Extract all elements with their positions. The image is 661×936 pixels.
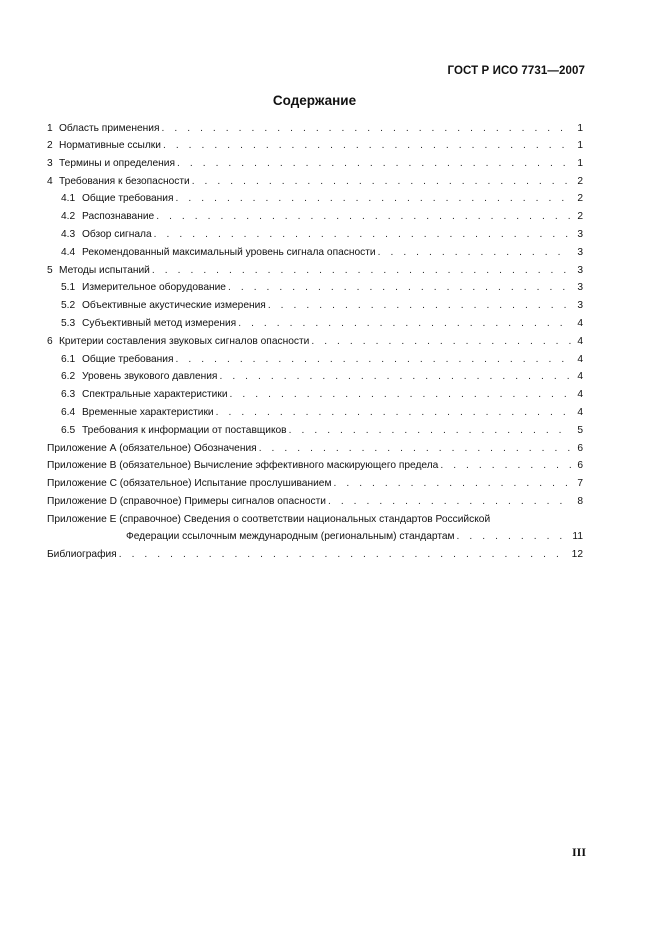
- toc-entry-page: 6: [577, 442, 583, 454]
- toc-entry[interactable]: [47, 226, 583, 244]
- toc-entry-page: 6: [577, 460, 583, 472]
- toc-entry-text: Требования к информации от поставщиков: [82, 424, 287, 436]
- toc-entry[interactable]: [47, 493, 583, 511]
- dot-leader: [163, 137, 571, 155]
- toc-entry[interactable]: [47, 173, 583, 191]
- toc-entry-text: Временные характеристики: [82, 406, 214, 418]
- toc-entry-text: Нормативные ссылки: [59, 140, 161, 151]
- dot-leader: [152, 262, 571, 280]
- dot-leader: [259, 440, 571, 458]
- toc-entry-page: 3: [577, 264, 583, 276]
- toc-entry[interactable]: [47, 475, 583, 493]
- toc-entry-number: 6.2: [61, 371, 76, 383]
- toc-entry-text: Субъективный метод измерения: [82, 317, 237, 329]
- toc-entry-text: Федерации ссылочным международным (региональным) стандартам: [126, 530, 455, 542]
- toc-entry[interactable]: [47, 368, 583, 386]
- dot-leader: [176, 351, 571, 369]
- toc-entry-number: 6.5: [61, 424, 76, 436]
- toc-entry-text: Распознавание: [82, 211, 155, 223]
- toc-entry-number: 6.1: [61, 353, 76, 365]
- toc-entry[interactable]: [47, 297, 583, 315]
- toc-entry-page: 2: [577, 175, 583, 187]
- page-folio: III: [572, 845, 587, 859]
- toc-entry-page: 7: [577, 478, 583, 490]
- toc-entry-annex-e-continued[interactable]: [47, 528, 583, 546]
- dot-leader: [457, 528, 569, 546]
- toc-entry-number: 5.3: [61, 317, 76, 329]
- toc-entry-bibliography[interactable]: [47, 546, 583, 564]
- toc-entry[interactable]: [47, 155, 583, 173]
- dot-leader: [289, 422, 571, 440]
- toc-entry-number: 5.2: [61, 300, 76, 312]
- toc-entry-page: 1: [577, 157, 583, 169]
- toc-entry-text: Общие требования: [82, 193, 174, 205]
- dot-leader: [230, 386, 571, 404]
- dot-leader: [119, 546, 568, 564]
- toc-entry-text: Требования к безопасности: [59, 175, 190, 187]
- toc-entry-page: 11: [572, 530, 583, 542]
- toc-entry-number: 4: [47, 175, 53, 187]
- toc-entry[interactable]: [47, 208, 583, 226]
- toc-entry-number: 1: [47, 123, 53, 134]
- dot-leader: [192, 173, 571, 191]
- toc-entry-number: 6.3: [61, 389, 76, 401]
- toc-entry-page: 1: [577, 123, 583, 134]
- toc-entry[interactable]: [47, 279, 583, 297]
- toc-entry-page: 2: [577, 211, 583, 223]
- toc-entry-text: Приложение Е (справочное) Сведения о соответствии национальных стандартов Российской: [47, 513, 491, 525]
- toc-entry-text: Общие требования: [82, 353, 174, 365]
- toc-entry[interactable]: [47, 262, 583, 280]
- toc-entry-number: 5: [47, 264, 53, 276]
- toc-entry-page: 4: [577, 353, 583, 365]
- toc-entry[interactable]: [47, 244, 583, 262]
- toc-entry[interactable]: [47, 422, 583, 440]
- toc-entry-page: 3: [577, 282, 583, 294]
- toc-entry[interactable]: [47, 137, 583, 155]
- toc-entry[interactable]: [47, 457, 583, 475]
- toc-entry-page: 12: [571, 548, 583, 560]
- toc-entry-page: 4: [577, 406, 583, 418]
- toc-entry-text: Приложение D (справочное) Примеры сигналов опасности: [47, 495, 326, 507]
- dot-leader: [176, 190, 571, 208]
- toc-entry-annex-e[interactable]: [47, 511, 583, 528]
- dot-leader: [440, 457, 571, 475]
- toc-entry-number: 5.1: [61, 282, 76, 294]
- toc-entry[interactable]: [47, 190, 583, 208]
- toc-entry[interactable]: [47, 120, 583, 137]
- toc-entry-text: Критерии составления звуковых сигналов опасности: [59, 335, 310, 347]
- toc-entry[interactable]: [47, 440, 583, 458]
- dot-leader: [328, 493, 571, 511]
- toc-entry[interactable]: [47, 386, 583, 404]
- toc-entry-number: 6.4: [61, 406, 76, 418]
- toc-entry-text: Обзор сигнала: [82, 228, 152, 240]
- toc-entry-text: Спектральные характеристики: [82, 389, 228, 401]
- toc-entry[interactable]: [47, 404, 583, 422]
- toc-entry-text: Область применения: [59, 123, 160, 134]
- toc-entry-text: Приложение А (обязательное) Обозначения: [47, 442, 257, 454]
- toc-entry-text: Библиография: [47, 548, 117, 560]
- dot-leader: [333, 475, 571, 493]
- toc-entry-number: 3: [47, 157, 53, 169]
- dot-leader: [378, 244, 571, 262]
- toc-entry-page: 4: [577, 317, 583, 329]
- toc-entry-number: 4.4: [61, 246, 76, 258]
- toc-entry-number: 4.2: [61, 211, 76, 223]
- toc-entry[interactable]: [47, 333, 583, 351]
- dot-leader: [228, 279, 571, 297]
- standard-designation: ГОСТ Р ИСО 7731—2007: [447, 65, 585, 77]
- toc-entry-page: 3: [577, 246, 583, 258]
- toc-entry-text: Термины и определения: [59, 157, 175, 169]
- toc-entry-page: 1: [577, 140, 583, 151]
- dot-leader: [161, 120, 571, 137]
- toc-entry[interactable]: [47, 315, 583, 333]
- toc-entry-page: 3: [577, 228, 583, 240]
- dot-leader: [268, 297, 571, 315]
- toc-entry-number: 6: [47, 335, 53, 347]
- toc-entry-page: 4: [577, 335, 583, 347]
- dot-leader: [216, 404, 571, 422]
- toc-entry-text: Рекомендованный максимальный уровень сигнала опасности: [82, 246, 376, 258]
- table-of-contents: [47, 120, 583, 563]
- toc-entry-page: 4: [577, 389, 583, 401]
- toc-entry-page: 8: [577, 495, 583, 507]
- toc-entry-text: Объективные акустические измерения: [82, 300, 266, 312]
- toc-entry-text: Измерительное оборудование: [82, 282, 226, 294]
- dot-leader: [219, 368, 571, 386]
- toc-entry-page: 2: [577, 193, 583, 205]
- toc-entry-text: Уровень звукового давления: [82, 371, 218, 383]
- toc-entry-text: Методы испытаний: [59, 264, 150, 276]
- dot-leader: [311, 333, 571, 351]
- toc-entry-number: 4.1: [61, 193, 76, 205]
- toc-entry-text: Приложение С (обязательное) Испытание прослушиванием: [47, 478, 332, 490]
- toc-entry-page: 4: [577, 371, 583, 383]
- dot-leader: [156, 208, 571, 226]
- dot-leader: [238, 315, 571, 333]
- dot-leader: [177, 155, 571, 173]
- toc-entry-page: 3: [577, 300, 583, 312]
- toc-entry-text: Приложение В (обязательное) Вычисление эффективного маскирующего предела: [47, 460, 439, 472]
- dot-leader: [154, 226, 571, 244]
- toc-entry-number: 4.3: [61, 228, 76, 240]
- page-title: Содержание: [272, 93, 357, 108]
- toc-entry[interactable]: [47, 351, 583, 369]
- toc-entry-page: 5: [577, 424, 583, 436]
- toc-entry-number: 2: [47, 140, 53, 151]
